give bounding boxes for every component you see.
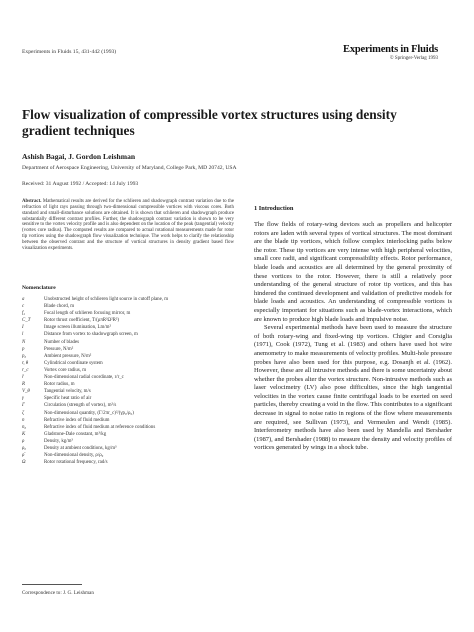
nomenclature-symbol: p₀: [22, 353, 27, 359]
introduction-body: [254, 221, 452, 453]
nomenclature-symbol: R: [22, 382, 25, 388]
nomenclature-description: Distance from vortex to shadowgraph screen, m: [44, 332, 138, 338]
nomenclature-row: [22, 388, 236, 395]
nomenclature-symbol: C_T: [22, 318, 31, 324]
nomenclature-row: [22, 331, 236, 338]
journal-logo: [343, 44, 438, 61]
nomenclature-row: [22, 367, 236, 374]
abstract-text: Mathematical results are derived for the schlieren and shadowgraph contrast variation due to the refraction of light rays passing through two-dimensional compressible vortices with viscous cores. Both standard and small-disturbance solutions are obtained. It is shown that schlieren and shadowgraph produce substantially different contrast profiles. Further, the shadowgraph contrast variation is shown to be very sensitive to the vortex velocity profile and is also dependent on the location of the peak (tangential) velocity (vortex core radius). The computed results are compared to actual rotational measurements made for rotor tip vortices using the shadowgraph flow visualization technique. The work helps to clarify the relationship between the observed contrast and the structure of vortical structures in density gradient based flow visualization experiments.: [22, 199, 234, 251]
nomenclature-description: Non-dimensional density, ρ/ρ₀: [44, 453, 104, 459]
nomenclature-row: [22, 360, 236, 367]
nomenclature-description: Gladstone-Dale constant, m³/kg: [44, 431, 107, 437]
nomenclature-description: Rotor radius, m: [44, 382, 75, 388]
nomenclature-description: Cylindrical coordinate system: [44, 360, 103, 366]
nomenclature-row: [22, 459, 236, 466]
publisher-line: © Springer-Verlag 1993: [389, 56, 438, 61]
nomenclature-description: Circulation (strength of vortex), m²/s: [44, 403, 117, 409]
nomenclature-symbol: r, θ: [22, 360, 29, 366]
nomenclature-row: [22, 381, 236, 388]
nomenclature-description: Unobstructed height of schlieren light source in cutoff plane, m: [44, 297, 169, 302]
nomenclature-description: Rotor thrust coefficient, T/(ρπR²Ω²R²): [44, 318, 119, 324]
correspondence-note: Correspondence to: J. G. Leishman: [22, 590, 94, 596]
authors: Ashish Bagai, J. Gordon Leishman: [22, 152, 136, 161]
nomenclature-description: Specific heat ratio of air: [44, 396, 92, 402]
nomenclature-description: Density, kg/m³: [44, 438, 73, 444]
nomenclature-symbol: V_θ: [22, 389, 30, 395]
nomenclature-row: [22, 353, 236, 360]
nomenclature-row: [22, 303, 236, 310]
nomenclature-symbol: ρ₀: [22, 445, 27, 451]
nomenclature-row: [22, 310, 236, 317]
nomenclature-list: [22, 296, 236, 466]
nomenclature-symbol: γ: [22, 396, 24, 402]
nomenclature-symbol: f₂: [22, 311, 26, 317]
nomenclature-row: [22, 296, 236, 303]
nomenclature-symbol: ρ̄: [22, 453, 25, 459]
nomenclature-row: [22, 374, 236, 381]
nomenclature-symbol: ζ: [22, 410, 24, 416]
nomenclature-row: [22, 339, 236, 346]
nomenclature-symbol: Γ: [22, 403, 25, 409]
nomenclature-symbol: a: [22, 297, 25, 302]
nomenclature-row: [22, 438, 236, 445]
nomenclature-description: Ambient pressure, N/m²: [44, 353, 92, 359]
introduction-paragraph: The flow fields of rotary-wing devices such as propellers and helicopter rotors are laden with several types of vortical structures. The most dominant are the blade tip vortices, which follow complex interlocking paths below the rotor. These tip vortices are very intense with high peripheral velocities, small core radii, and significant compressibility effects. Rotor performance, blade loads and acoustics are all determined by the general proximity of these vortices to the rotor. However, there is still a relatively poor understanding of the general structure of rotor tip vortices, and this has hindered the continued development and validation of predictive models for blade loads and acoustics. An understanding of compressible vortices is especially important for situations such as blade-vortex interactions, which are known to produce high blade loads and impulsive noise.: [254, 221, 452, 323]
nomenclature-description: Blade chord, m: [44, 304, 75, 310]
nomenclature-row: [22, 452, 236, 459]
introduction-paragraph: Several experimental methods have been used to measure the structure of both rotary-wing and fixed-wing tip vortices. Chigier and Corsiglia (1971), Cook (1972), Tung et al. (1983) and others have used hot wire anemometry to make measurements of velocity profiles. Multi-hole pressure probes have also been used for this purpose, e.g. Dosanjh et al. (1962). However, these are all intrusive methods and there is some uncertainty about whether the probes alter the vortex structure. Non-intrusive methods such as laser velocimetry (LV) also pose difficulties, since the high tangential velocities in the vortex cause finite centrifugal loads to be exerted on seed particles, thereby creating a void in the flow. This contributes to a significant decrease in signal to noise ratio in regions of the flow where measurements are required, see Sullivan (1973), and Vermeulen and Wendt (1985). Interferometry methods have also been used by Mandella and Bershader (1987), and Bershader (1988) to measure the density and velocity profiles of vortices generated by wings in a shock tube.: [254, 324, 452, 452]
footnote-rule: [22, 584, 82, 585]
nomenclature-row: [22, 317, 236, 324]
nomenclature-symbol: n: [22, 417, 25, 423]
nomenclature-symbol: n₀: [22, 424, 27, 430]
nomenclature-description: Refractive index of fluid medium: [44, 417, 110, 423]
nomenclature-symbol: c: [22, 304, 25, 310]
nomenclature-row: [22, 324, 236, 331]
nomenclature-row: [22, 445, 236, 452]
received-dates: Received: 31 August 1992 / Accepted: 14 July 1993: [22, 181, 139, 187]
journal-citation: Experiments in Fluids 15, 431-442 (1993): [22, 49, 117, 55]
nomenclature-heading: Nomenclature: [22, 285, 56, 291]
section-heading-introduction: 1 Introduction: [254, 205, 294, 212]
nomenclature-description: Tangential velocity, m/s: [44, 389, 91, 395]
nomenclature-row: [22, 424, 236, 431]
nomenclature-description: Density at ambient conditions, kg/m³: [44, 445, 117, 451]
nomenclature-description: Refractive index of fluid medium at reference conditions: [44, 424, 156, 430]
nomenclature-symbol: r_c: [22, 367, 29, 373]
paper-title: Flow visualization of compressible vortex structures using density gradient techniques: [22, 107, 397, 138]
nomenclature-row: [22, 431, 236, 438]
nomenclature-description: Image screen illumination, Lm/m²: [44, 325, 111, 331]
nomenclature-symbol: K: [22, 431, 26, 437]
nomenclature-symbol: I: [22, 325, 24, 331]
nomenclature-description: Non-dimensional radial coordinate, r/r_c: [44, 375, 124, 381]
nomenclature-symbol: ρ: [22, 438, 25, 444]
nomenclature-description: Vortex core radius, m: [44, 367, 87, 373]
nomenclature-description: Number of blades: [44, 339, 80, 345]
nomenclature-description: Pressure, N/m²: [44, 346, 74, 352]
nomenclature-symbol: l: [22, 332, 24, 338]
nomenclature-row: [22, 346, 236, 353]
journal-logo-title: Experiments in Fluids: [343, 44, 438, 55]
nomenclature-symbol: r̄: [22, 375, 24, 381]
nomenclature-row: [22, 417, 236, 424]
nomenclature-symbol: N: [22, 339, 26, 345]
nomenclature-symbol: p: [22, 346, 25, 352]
nomenclature-symbol: Ω: [22, 460, 26, 466]
nomenclature-description: Non-dimensional quantity, (Γ/2πr_c)²/(γp₀/ρ₀): [44, 410, 134, 416]
nomenclature-description: Rotor rotational frequency, rad/s: [44, 460, 108, 466]
affiliation: Department of Aerospace Engineering, University of Maryland, College Park, MD 20742, USA: [22, 165, 237, 171]
abstract: [22, 199, 234, 252]
nomenclature-row: [22, 395, 236, 402]
nomenclature-row: [22, 402, 236, 409]
nomenclature-row: [22, 410, 236, 417]
nomenclature-description: Focal length of schlieren focusing mirror, m: [44, 311, 131, 317]
abstract-lead: Abstract.: [22, 199, 42, 204]
